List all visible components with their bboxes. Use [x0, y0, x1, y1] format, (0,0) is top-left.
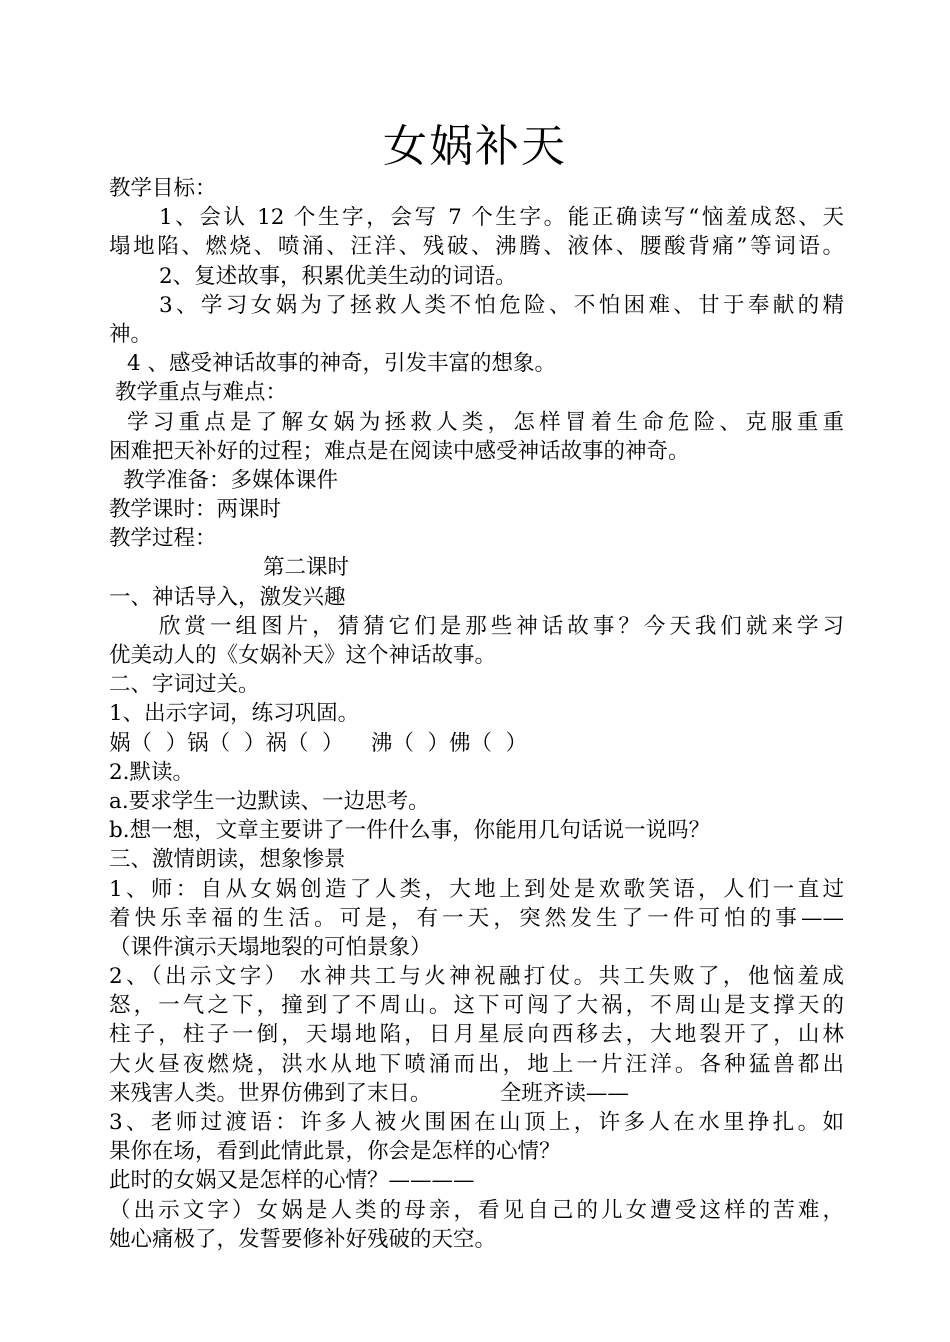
text-line: 教学过程：: [109, 526, 217, 552]
text-line: 4 、感受神话故事的神奇，引发丰富的想象。: [127, 351, 557, 377]
text-line: 柱子，柱子一倒，天塌地陷，日月星辰向西移去，大地裂开了，山林: [109, 1022, 844, 1048]
text-line: 着快乐幸福的生活。可是，有一天，突然发生了一件可怕的事——: [109, 905, 844, 931]
document-body: [109, 174, 844, 1254]
text-line: 塌地陷、燃烧、喷涌、汪洋、残破、沸腾、液体、腰酸背痛”等词语。: [109, 234, 844, 260]
document-title: 女娲补天: [383, 121, 567, 172]
text-line: 优美动人的《女娲补天》这个神话故事。: [109, 643, 497, 668]
text-line: 怒，一气之下，撞到了不周山。这下可闯了大祸，不周山是支撑天的: [109, 993, 844, 1019]
text-line: 困难把天补好的过程；难点是在阅读中感受神话故事的神奇。: [109, 438, 690, 464]
text-line: （出示文字）女娲是人类的母亲，看见自己的儿女遭受这样的苦难，: [109, 1197, 844, 1223]
text-line: 教学课时：两课时: [109, 497, 282, 523]
text-line: a.要求学生一边默读、一边思考。: [109, 788, 430, 814]
text-line: 二、字词过关。: [109, 672, 260, 698]
text-line: 2、（出示文字） 水神共工与火神祝融打仗。共工失败了，他恼羞成: [109, 964, 844, 990]
text-line: 此时的女娲又是怎样的心情？————: [109, 1168, 475, 1194]
text-line: 学习重点是了解女娲为拯救人类，怎样冒着生命危险、克服重重: [127, 409, 844, 435]
text-line: 大火昼夜燃烧，洪水从地下喷涌而出，地上一片汪洋。各种猛兽都出: [109, 1051, 844, 1077]
text-line: 来残害人类。世界仿佛到了末日。 全班齐读——: [109, 1080, 629, 1106]
text-line: 1、师：自从女娲创造了人类，大地上到处是欢歌笑语，人们一直过: [109, 876, 844, 902]
text-line: 一、神话导入，激发兴趣: [109, 584, 346, 610]
text-line: 2.默读。: [109, 759, 195, 785]
text-line: 神。: [109, 321, 153, 347]
text-line: 欣赏一组图片，猜猜它们是那些神话故事？今天我们就来学习: [159, 613, 844, 639]
text-line: 教学重点与难点：: [115, 380, 288, 406]
text-line: 3、学习女娲为了拯救人类不怕危险、不怕困难、甘于奉献的精: [159, 292, 844, 318]
text-line: 2、复述故事，积累优美生动的词语。: [159, 263, 517, 289]
text-line: 教学目标：: [109, 176, 217, 201]
text-line: 1、出示字词，练习巩固。: [109, 701, 360, 727]
text-line: 她心痛极了，发誓要修补好残破的天空。: [109, 1226, 497, 1252]
text-line: 娲（ ）锅（ ）祸（ ） 沸（ ）佛（ ）: [109, 730, 528, 756]
text-line: 第二课时: [263, 555, 350, 581]
text-line: 1、会认 12 个生字，会写 7 个生字。能正确读写“恼羞成怒、天: [159, 205, 844, 231]
text-line: （课件演示天塌地裂的可怕景象）: [109, 934, 432, 960]
text-line: 三、激情朗读，想象惨景: [109, 847, 346, 873]
text-line: b.想一想，文章主要讲了一件什么事，你能用几句话说一说吗？: [109, 818, 711, 844]
text-line: 教学准备：多媒体课件: [123, 467, 339, 493]
text-line: 果你在场，看到此情此景，你会是怎样的心情？: [109, 1139, 561, 1165]
text-line: 3、老师过渡语：许多人被火围困在山顶上，许多人在水里挣扎。如: [109, 1110, 844, 1135]
